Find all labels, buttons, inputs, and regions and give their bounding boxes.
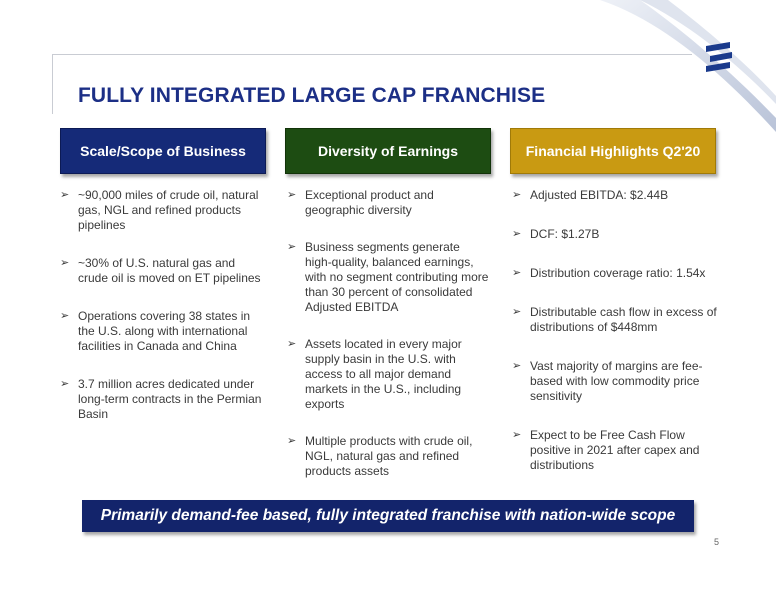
- list-item: [287, 188, 489, 218]
- energy-transfer-logo-icon: [700, 40, 740, 80]
- bullet-text: Expect to be Free Cash Flow positive in 2021 after capex and distributions: [530, 428, 700, 472]
- bullet-text: ~90,000 miles of crude oil, natural gas, NGL and refined products pipelines: [78, 188, 259, 232]
- summary-banner: Primarily demand-fee based, fully integrated franchise with nation-wide scope: [82, 500, 694, 532]
- bullet-text: ~30% of U.S. natural gas and crude oil is moved on ET pipelines: [78, 256, 261, 285]
- list-item: [287, 240, 489, 315]
- list-item: [512, 305, 724, 335]
- list-item: [287, 434, 489, 479]
- header-diversity-of-earnings: Diversity of Earnings: [285, 128, 491, 174]
- arrowhead-bullet-icon: ➢: [287, 189, 297, 201]
- page-number: 5: [714, 537, 720, 547]
- list-item: [512, 266, 724, 281]
- list-item: [512, 227, 724, 242]
- bullet-list: [60, 188, 262, 422]
- list-item: [512, 188, 724, 203]
- arrowhead-bullet-icon: ➢: [512, 360, 522, 372]
- list-item: [512, 428, 724, 473]
- arrowhead-bullet-icon: ➢: [60, 189, 70, 201]
- bullet-text: Distributable cash flow in excess of distributions of $448mm: [530, 305, 717, 334]
- arrowhead-bullet-icon: ➢: [287, 338, 297, 350]
- bullet-text: DCF: $1.27B: [530, 227, 600, 241]
- arrowhead-bullet-icon: ➢: [512, 228, 522, 240]
- list-item: [60, 256, 262, 286]
- column-diversity-of-earnings: [287, 188, 489, 501]
- arrowhead-bullet-icon: ➢: [512, 429, 522, 441]
- header-financial-highlights: Financial Highlights Q2'20: [510, 128, 716, 174]
- column-financial-highlights: [512, 188, 724, 497]
- arrowhead-bullet-icon: ➢: [60, 310, 70, 322]
- column-scale-scope: [60, 188, 262, 445]
- list-item: [60, 309, 262, 354]
- bullet-list: [287, 188, 489, 479]
- bullet-list: [512, 188, 724, 473]
- bullet-text: Operations covering 38 states in the U.S. along with international facilities in Canada and China: [78, 309, 251, 353]
- arrowhead-bullet-icon: ➢: [287, 241, 297, 253]
- page-title: FULLY INTEGRATED LARGE CAP FRANCHISE: [78, 84, 546, 107]
- header-scale-scope: Scale/Scope of Business: [60, 128, 266, 174]
- bullet-text: Business segments generate high-quality, balanced earnings, with no segment contributing more than 30 percent of consolidated Adjusted EBITDA: [305, 240, 489, 314]
- list-item: [60, 377, 262, 422]
- bullet-text: Exceptional product and geographic diversity: [305, 188, 434, 217]
- bullet-text: Multiple products with crude oil, NGL, natural gas and refined products assets: [305, 434, 473, 478]
- list-item: [287, 337, 489, 412]
- arrowhead-bullet-icon: ➢: [512, 189, 522, 201]
- bullet-text: 3.7 million acres dedicated under long-term contracts in the Permian Basin: [78, 377, 262, 421]
- arrowhead-bullet-icon: ➢: [512, 306, 522, 318]
- bullet-text: Distribution coverage ratio: 1.54x: [530, 266, 706, 280]
- bullet-text: Adjusted EBITDA: $2.44B: [530, 188, 669, 202]
- arrowhead-bullet-icon: ➢: [512, 267, 522, 279]
- arrowhead-bullet-icon: ➢: [287, 435, 297, 447]
- bullet-text: Assets located in every major supply basin in the U.S. with access to all major demand markets in the U.S., including exports: [305, 337, 462, 411]
- bullet-text: Vast majority of margins are fee-based with low commodity price sensitivity: [530, 359, 703, 403]
- list-item: [512, 359, 724, 404]
- header-swoosh-decoration: [0, 0, 776, 140]
- arrowhead-bullet-icon: ➢: [60, 378, 70, 390]
- arrowhead-bullet-icon: ➢: [60, 257, 70, 269]
- list-item: [60, 188, 262, 233]
